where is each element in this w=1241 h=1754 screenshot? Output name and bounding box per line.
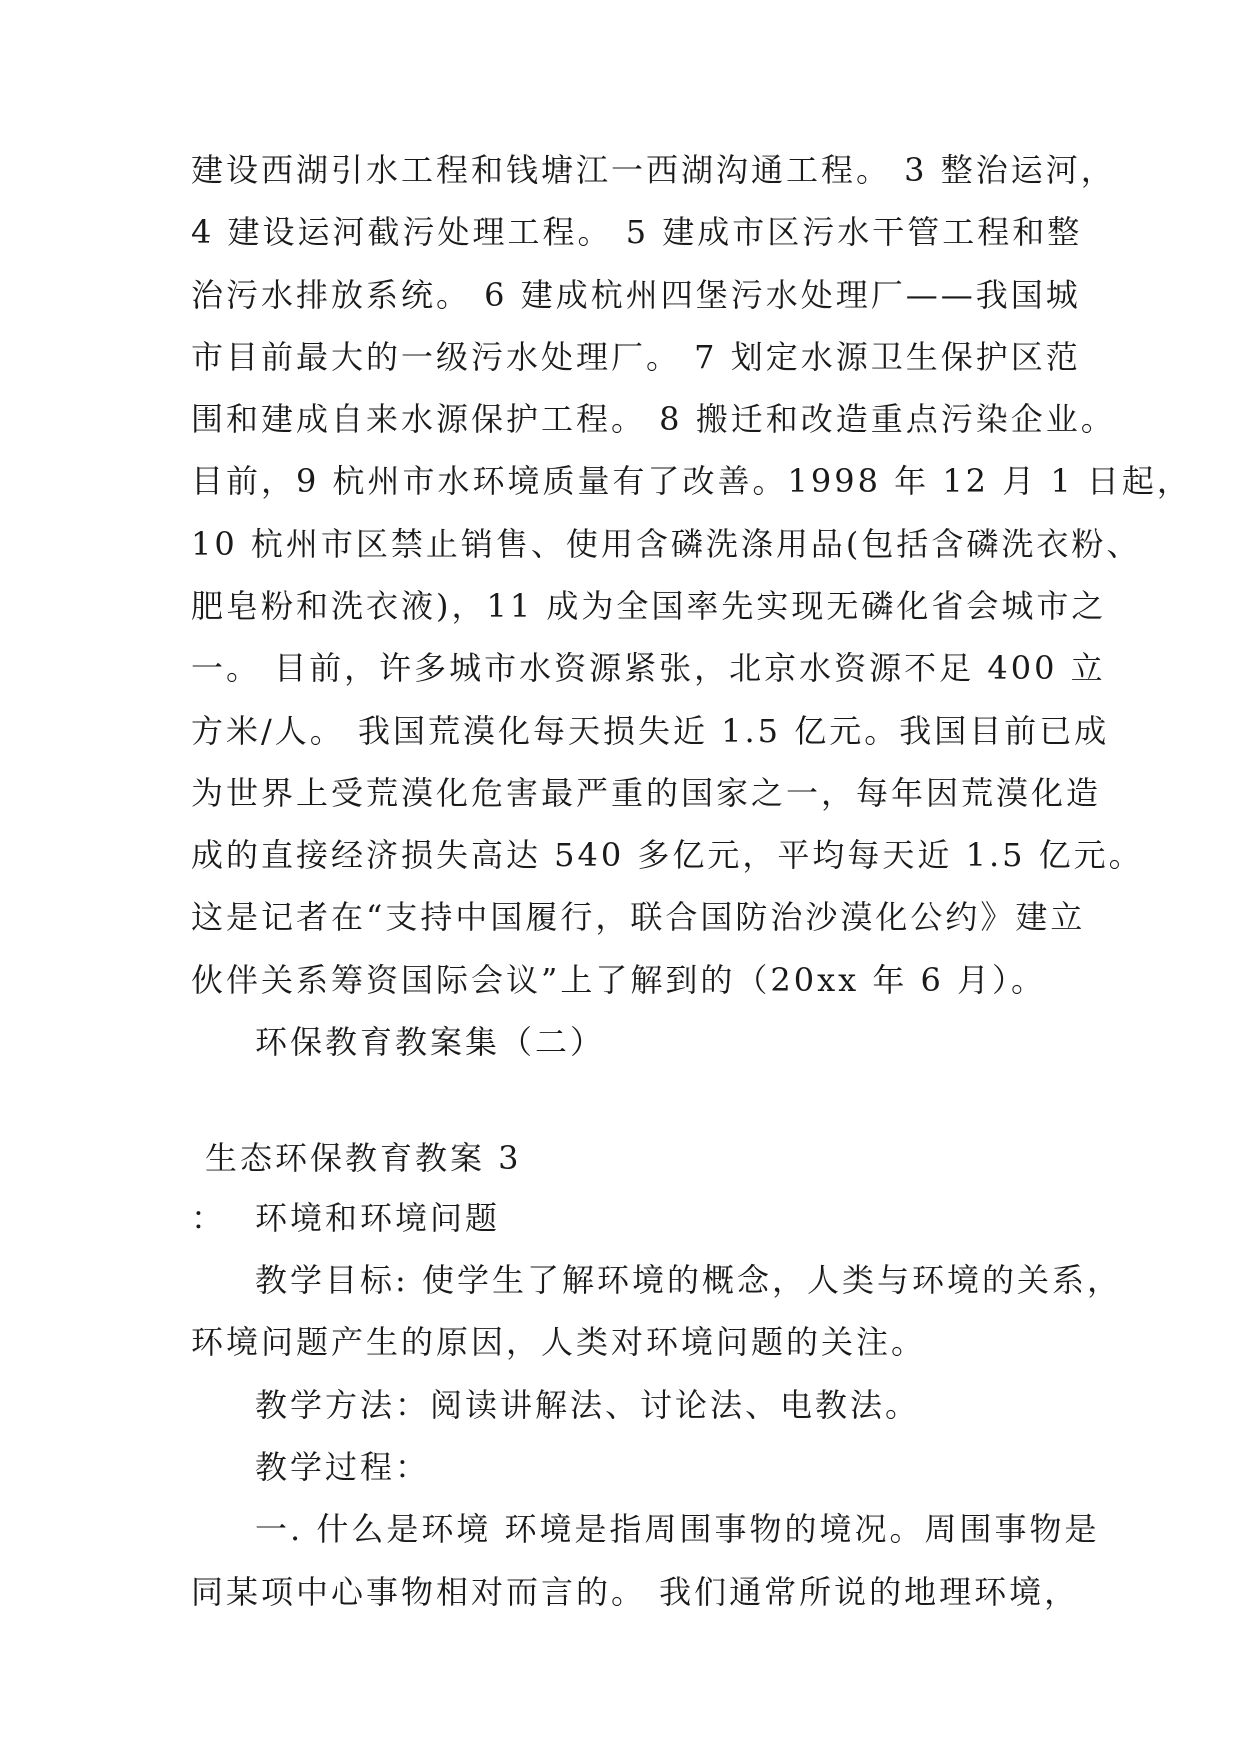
colon-mark: ：	[191, 1199, 224, 1237]
objective-line-1: 教学目标: 使学生了解环境的概念，人类与环境的关系，	[255, 1261, 1122, 1299]
body-line-12: 成的直接经济损失高达 540 多亿元，平均每天近 1.5 亿元。	[191, 836, 1144, 874]
body-line-4: 市目前最大的一级污水处理厂。 7 划定水源卫生保护区范	[191, 338, 1081, 376]
objective-line-2: 环境问题产生的原因，人类对环境问题的关注。	[191, 1323, 927, 1361]
body-line-3: 治污水排放系统。 6 建成杭州四堡污水处理厂——我国城	[191, 276, 1081, 314]
teaching-process: 教学过程：	[255, 1448, 431, 1486]
teaching-methods: 教学方法：阅读讲解法、讨论法、电教法。	[255, 1386, 921, 1424]
topic-heading: 环境和环境问题	[255, 1199, 501, 1237]
body-line-5: 围和建成自来水源保护工程。 8 搬迁和改造重点污染企业。	[191, 400, 1116, 438]
body-line-14: 伙伴关系筹资国际会议”上了解到的（20xx 年 6 月）。	[191, 961, 1047, 999]
body-line-13: 这是记者在“支持中国履行，联合国防治沙漠化公约》建立	[191, 898, 1086, 936]
paragraph-line-2: 同某项中心事物相对而言的。 我们通常所说的地理环境，	[191, 1573, 1080, 1611]
body-line-6: 目前，9 杭州市水环境质量有了改善。1998 年 12 月 1 日起，	[191, 462, 1192, 500]
lesson-title: 生态环保教育教案 3	[205, 1139, 522, 1177]
body-line-7: 10 杭州市区禁止销售、使用含磷洗涤用品(包括含磷洗衣粉、	[191, 525, 1142, 563]
paragraph-line-1: 一. 什么是环境 环境是指周围事物的境况。周围事物是	[255, 1510, 1100, 1548]
body-line-1: 建设西湖引水工程和钱塘江一西湖沟通工程。 3 整治运河，	[191, 151, 1116, 189]
body-line-9: 一。 目前，许多城市水资源紧张，北京水资源不足 400 立	[191, 649, 1106, 687]
body-line-2: 4 建设运河截污处理工程。 5 建成市区污水干管工程和整	[191, 213, 1083, 251]
body-line-11: 为世界上受荒漠化危害最严重的国家之一，每年因荒漠化造	[191, 774, 1102, 812]
body-line-10: 方米/人。 我国荒漠化每天损失近 1.5 亿元。我国目前已成	[191, 712, 1110, 750]
body-line-8: 肥皂粉和洗衣液)，11 成为全国率先实现无磷化省会城市之	[191, 587, 1107, 625]
section-title: 环保教育教案集（二）	[255, 1023, 606, 1061]
